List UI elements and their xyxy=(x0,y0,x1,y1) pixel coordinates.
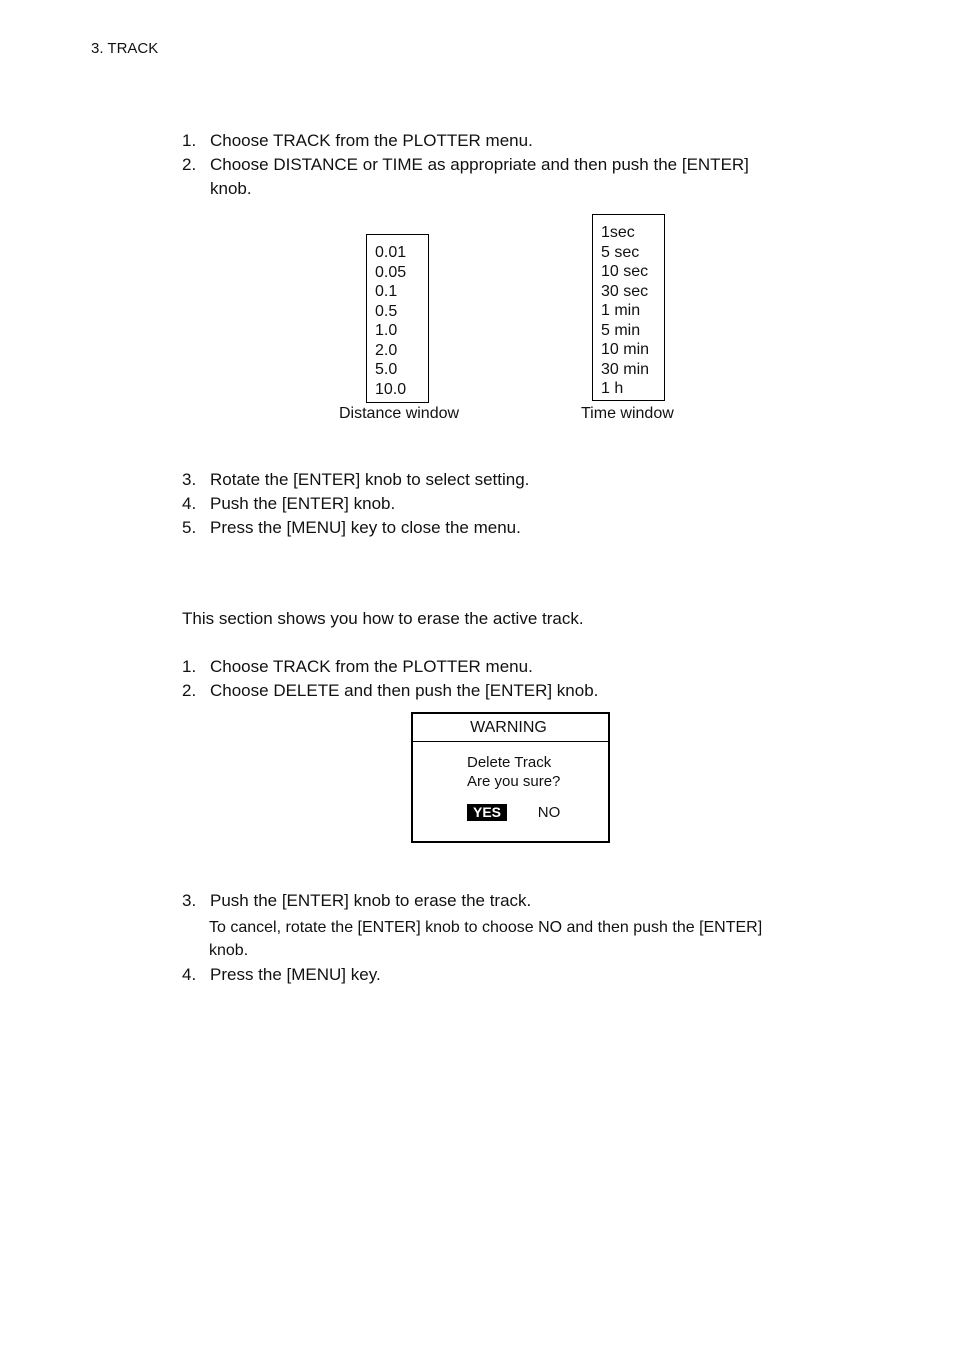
distance-option: 1.0 xyxy=(375,322,398,339)
time-option: 30 min xyxy=(601,360,650,378)
step-text: Push the [ENTER] knob. xyxy=(210,494,396,513)
warning-message-line2: Are you sure? xyxy=(467,773,561,790)
distance-option: 0.1 xyxy=(375,283,398,300)
step-text: Choose TRACK from the PLOTTER menu. xyxy=(210,657,533,676)
step-text: Press the [MENU] key to close the menu. xyxy=(210,518,521,537)
time-option: 30 sec xyxy=(601,282,649,300)
section-header: 3. TRACK xyxy=(91,40,159,57)
step-text: Rotate the [ENTER] knob to select setting. xyxy=(210,470,530,489)
erase-intro: This section shows you how to erase the active track. xyxy=(182,609,584,628)
distance-option: 2.0 xyxy=(375,341,398,359)
step-number: 4. xyxy=(182,965,197,984)
time-option: 10 sec xyxy=(601,263,649,280)
distance-option: 5.0 xyxy=(375,361,398,378)
time-window-caption: Time window xyxy=(581,405,674,422)
step-number: 1. xyxy=(182,657,197,676)
cancel-note-line2: knob. xyxy=(209,942,249,959)
step-number: 4. xyxy=(182,494,197,513)
step-number: 1. xyxy=(182,131,197,150)
step-number: 2. xyxy=(182,155,197,174)
time-option: 5 sec xyxy=(601,243,640,261)
distance-option: 0.01 xyxy=(375,244,407,261)
distance-option: 0.5 xyxy=(375,302,398,320)
time-option: 5 min xyxy=(601,321,641,339)
step-text: Choose DELETE and then push the [ENTER] knob. xyxy=(210,681,599,700)
warning-title xyxy=(413,714,608,742)
step-number: 2. xyxy=(182,681,197,700)
time-option: 1 h xyxy=(601,380,624,397)
warning-dialog xyxy=(411,712,610,843)
warning-title-text: WARNING xyxy=(470,719,547,736)
distance-option: 0.05 xyxy=(375,263,407,281)
time-option: 10 min xyxy=(601,341,650,358)
distance-window xyxy=(366,234,429,403)
step-text: knob. xyxy=(210,179,252,198)
step-text: Push the [ENTER] knob to erase the track. xyxy=(210,891,532,910)
step-number: 5. xyxy=(182,518,197,537)
time-option: 1 min xyxy=(601,302,641,319)
distance-window-caption: Distance window xyxy=(339,405,460,422)
step-text: Choose DISTANCE or TIME as appropriate and then push the [ENTER] xyxy=(210,155,749,174)
cancel-note-line1: To cancel, rotate the [ENTER] knob to choose NO and then push the [ENTER] xyxy=(209,919,763,936)
no-button[interactable]: NO xyxy=(537,804,561,821)
time-option: 1sec xyxy=(601,224,635,241)
time-window xyxy=(592,214,665,401)
distance-option: 10.0 xyxy=(375,380,407,398)
step-text: Press the [MENU] key. xyxy=(210,965,381,984)
step-number: 3. xyxy=(182,470,197,489)
yes-button[interactable]: YES xyxy=(467,804,507,821)
step-text: Choose TRACK from the PLOTTER menu. xyxy=(210,131,533,150)
step-number: 3. xyxy=(182,891,197,910)
warning-message-line1: Delete Track xyxy=(467,754,552,771)
